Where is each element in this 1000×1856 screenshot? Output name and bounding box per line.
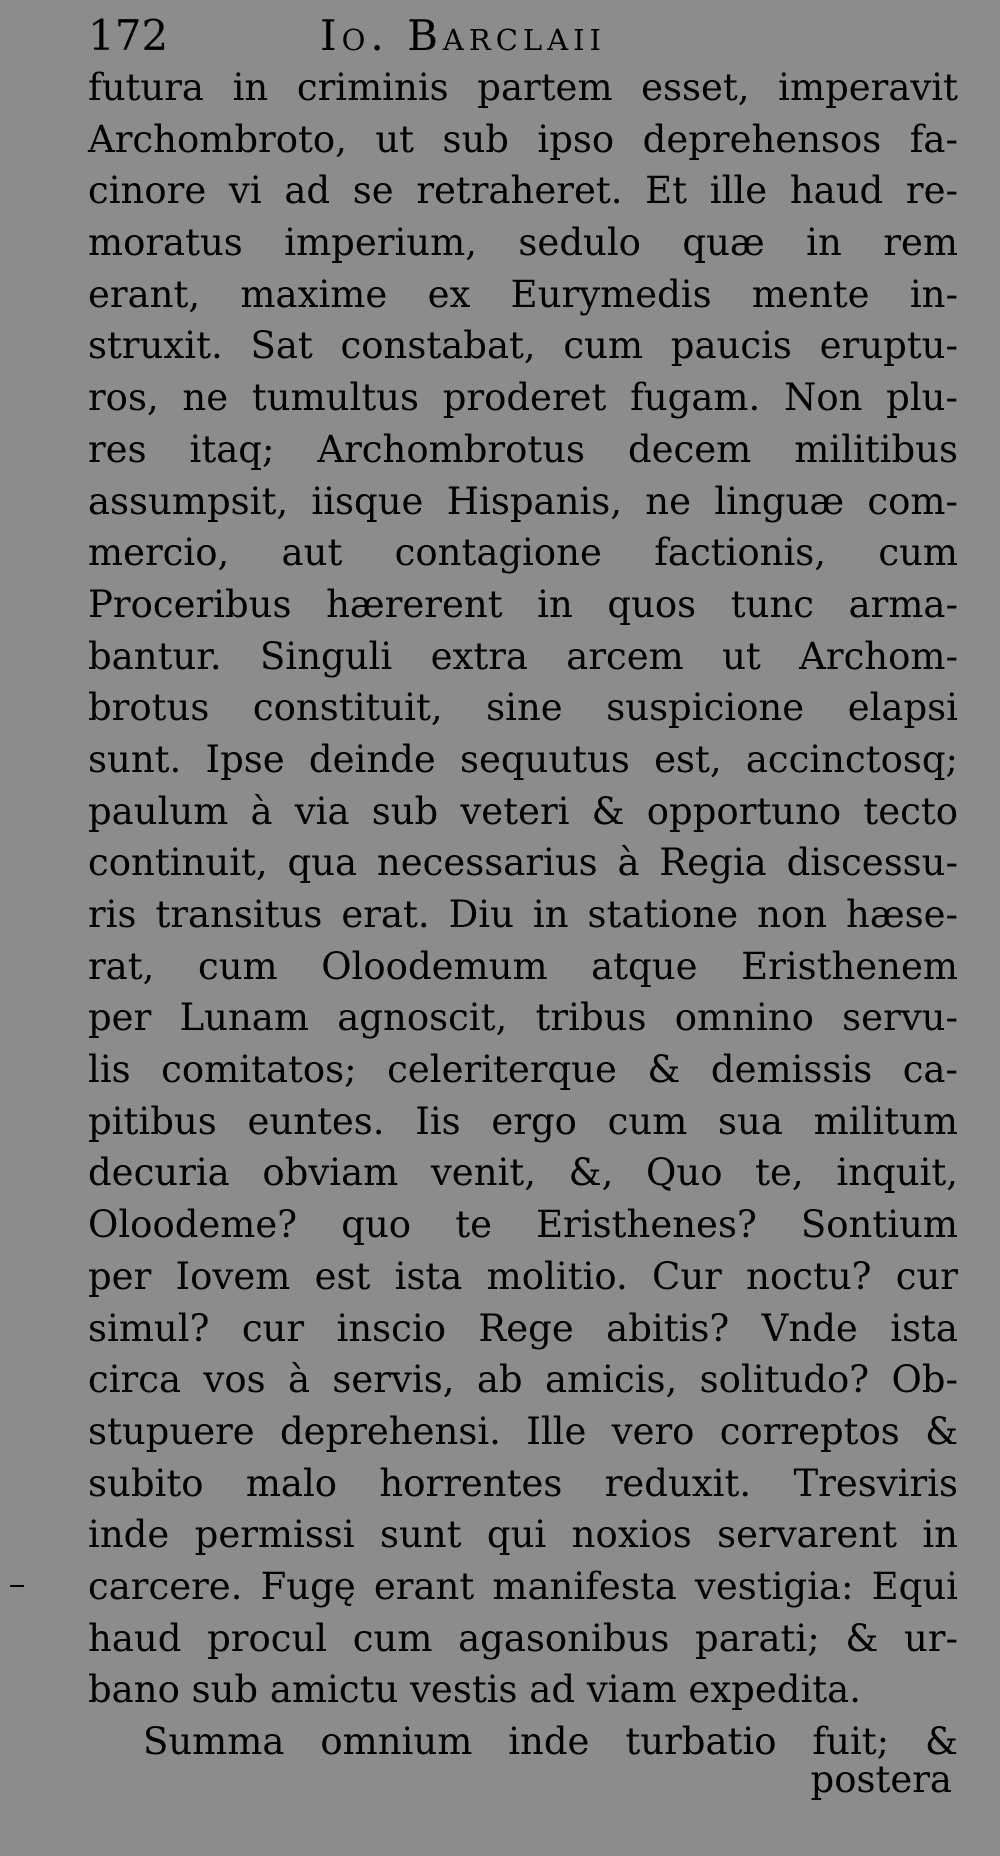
- text-line: haud procul cum agasonibus parati; & ur-: [88, 1616, 958, 1660]
- text-line: cinore vi ad se retraheret. Et ille haud re-: [88, 169, 958, 213]
- text-line: continuit, qua necessarius à Regia discessu-: [88, 841, 958, 885]
- text-line: carcere. Fugę erant manifesta vestigia: Equi: [88, 1564, 958, 1608]
- text-line: stupuere deprehensi. Ille vero correptos &: [88, 1409, 958, 1453]
- running-head: Io. Barclaii: [320, 11, 607, 60]
- text-line: struxit. Sat constabat, cum paucis eruptu-: [88, 324, 958, 368]
- text-line: subito malo horrentes reduxit. Tresviris: [88, 1461, 958, 1505]
- text-line: simul? cur inscio Rege abitis? Vnde ista: [88, 1306, 958, 1350]
- text-line: decuria obviam venit, &, Quo te, inquit,: [88, 1151, 958, 1195]
- text-line: brotus constituit, sine suspicione elapsi: [88, 686, 958, 730]
- text-line: circa vos à servis, ab amicis, solitudo? Ob-: [88, 1358, 958, 1402]
- text-line: Proceribus hærerent in quos tunc arma-: [88, 582, 958, 626]
- text-line: moratus imperium, sedulo quæ in rem: [88, 221, 958, 265]
- text-line: inde permissi sunt qui noxios servarent in: [88, 1513, 958, 1557]
- text-line: Oloodeme? quo te Eristhenes? Sontium: [88, 1203, 958, 1247]
- catchword: postera: [810, 1758, 952, 1801]
- text-line: mercio, aut contagione factionis, cum: [88, 531, 958, 575]
- page-number: 172: [88, 11, 169, 60]
- body-text: [88, 62, 958, 1768]
- text-line: sunt. Ipse deinde sequutus est, accinctosq;: [88, 737, 958, 781]
- text-line: erant, maxime ex Eurymedis mente in-: [88, 272, 958, 316]
- text-line: Summa omnium inde turbatio fuit; &: [143, 1720, 958, 1763]
- page-header: [88, 10, 948, 62]
- text-line: paulum à via sub veteri & opportuno tecto: [88, 789, 958, 833]
- margin-mark: [10, 1585, 24, 1587]
- text-line: assumpsit, iisque Hispanis, ne linguæ com-: [88, 479, 958, 523]
- text-line: pitibus euntes. Iis ergo cum sua militum: [88, 1099, 958, 1143]
- text-line: rat, cum Oloodemum atque Eristhenem: [88, 944, 958, 988]
- text-line: Archombroto, ut sub ipso deprehensos fa-: [88, 117, 958, 161]
- text-line: per Lunam agnoscit, tribus omnino servu-: [88, 996, 958, 1040]
- text-line: per Iovem est ista molitio. Cur noctu? cur: [88, 1254, 958, 1298]
- text-line: lis comitatos; celeriterque & demissis ca-: [88, 1048, 958, 1092]
- text-line: ros, ne tumultus proderet fugam. Non plu-: [88, 376, 958, 420]
- text-line: bano sub amictu vestis ad viam expedita.: [88, 1668, 861, 1712]
- text-line: ris transitus erat. Diu in statione non hæse-: [88, 893, 958, 936]
- text-line: bantur. Singuli extra arcem ut Archom-: [88, 634, 958, 678]
- text-line: futura in criminis partem esset, imperavit: [88, 66, 958, 109]
- text-line: res itaq; Archombrotus decem militibus: [88, 427, 958, 471]
